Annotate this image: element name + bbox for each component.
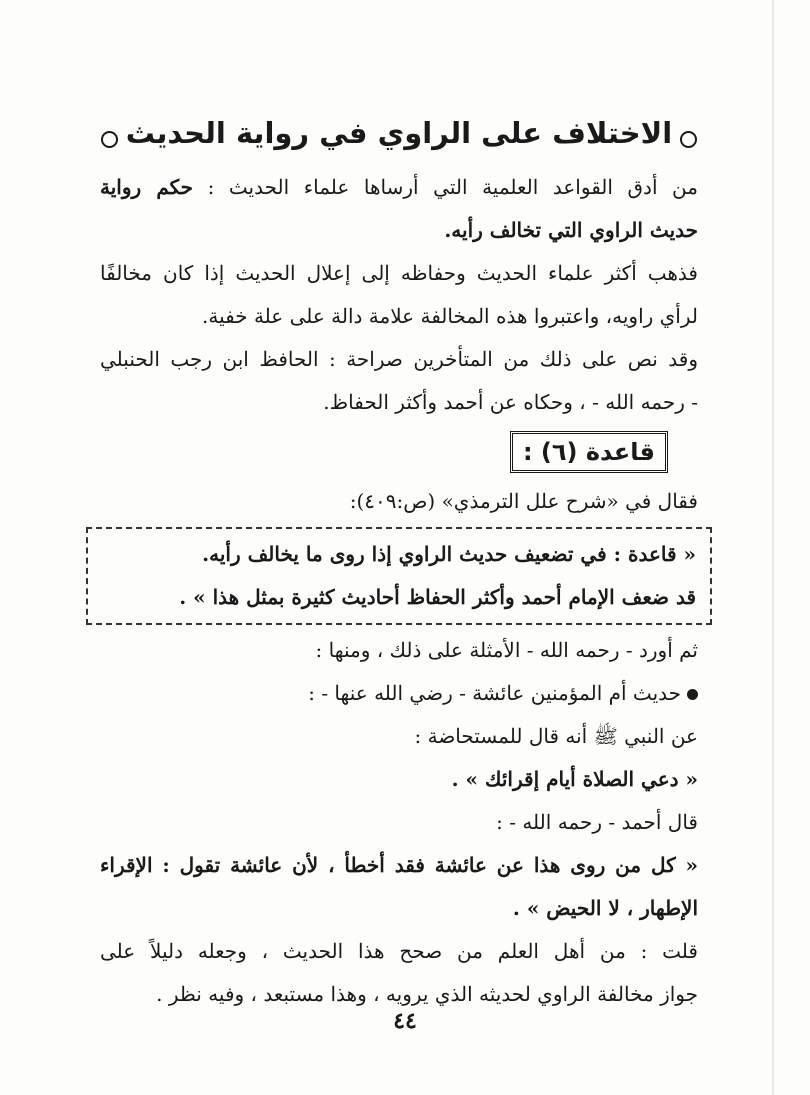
page-content: [100, 108, 698, 1016]
circle-ornament-icon: [680, 131, 697, 148]
conclusion-line-2: جواز مخالفة الراوي لحديثه الذي يرويه ، وهذا مستبعد ، وفيه نظر .: [156, 982, 698, 1006]
hadith-line: « دعي الصلاة أيام إقرائك » .: [451, 767, 698, 791]
quote-line-1: « قاعدة : في تضعيف حديث الراوي إذا روى ما يخالف رأيه.: [202, 542, 696, 566]
quote-box: [86, 527, 712, 625]
bullet-item: [100, 672, 698, 715]
section-heading: [100, 108, 698, 158]
examples-intro: ثم أورد - رحمه الله - الأمثلة على ذلك ، ومنها :: [315, 638, 698, 662]
intro-text: من أدق القواعد العلمية التي أرساها علماء الحديث :: [193, 175, 698, 199]
intro-bold-text: حكم رواية: [100, 175, 194, 199]
bullet-text: حديث أم المؤمنين عائشة - رضي الله عنها - :: [308, 681, 681, 705]
ahmad-line: قال أحمد - رحمه الله - :: [496, 810, 698, 834]
bullet-icon: [687, 689, 698, 700]
quote-line-2: قد ضعف الإمام أحمد وأكثر الحفاظ أحاديث كثيرة بمثل هذا » .: [179, 585, 696, 609]
section-title: الاختلاف على الراوي في رواية الحديث: [125, 116, 673, 150]
rule-label-wrap: [100, 424, 698, 480]
intro-line-2: حديث الراوي التي تخالف رأيه.: [444, 218, 698, 242]
rule-label-box: قاعدة (٦) :: [510, 431, 668, 473]
para2-line-2: لرأي راويه، واعتبروا هذه المخالفة علامة دالة على علة خفية.: [202, 304, 698, 328]
ahmad-quote-line-1: « كل من روى هذا عن عائشة فقد أخطأ ، لأن عائشة تقول : الإقراء: [100, 853, 698, 877]
para2-line-1: فذهب أكثر علماء الحديث وحفاظه إلى إعلال الحديث إذا كان مخالفًا: [100, 261, 698, 285]
para3-line-1: وقد نص على ذلك من المتأخرين صراحة : الحافظ ابن رجب الحنبلي: [100, 347, 698, 371]
page-edge: [772, 0, 774, 1095]
para3-line-2: - رحمه الله - ، وحكاه عن أحمد وأكثر الحفاظ.: [323, 390, 698, 414]
narration-line: عن النبي ﷺ أنه قال للمستحاضة :: [414, 724, 698, 748]
conclusion-line-1: قلت : من أهل العلم من صحح هذا الحديث ، وجعله دليلاً على: [100, 939, 698, 963]
circle-ornament-icon: [101, 131, 118, 148]
intro-line-1: [100, 166, 698, 209]
ahmad-quote-line-2: الإطهار ، لا الحيض » .: [512, 896, 698, 920]
page-number: ٤٤: [393, 1008, 417, 1034]
source-line: فقال في «شرح علل الترمذي» (ص:٤٠٩):: [349, 489, 698, 513]
